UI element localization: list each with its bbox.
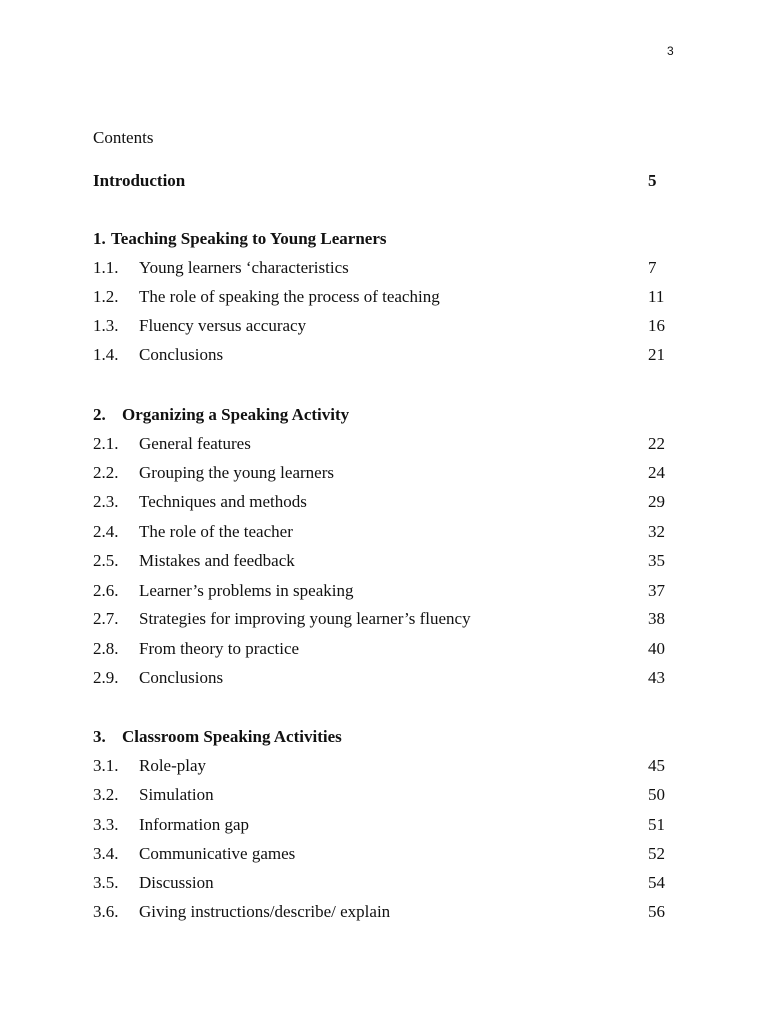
toc-entry-page: 32 <box>648 522 665 541</box>
toc-entry <box>93 608 673 630</box>
toc-entry <box>93 344 673 366</box>
toc-section-title: Organizing a Speaking Activity <box>122 405 350 424</box>
toc-entry-number: 3.5. <box>93 873 119 892</box>
toc-entry <box>93 315 673 337</box>
toc-entry <box>93 462 673 484</box>
toc-entry-title: Learner’s problems in speaking <box>139 581 354 600</box>
toc-entry-page: 5 <box>648 171 657 190</box>
toc-entry <box>93 286 673 308</box>
toc-entry-page: 21 <box>648 345 665 364</box>
toc-entry-number: 2.8. <box>93 639 119 658</box>
toc-entry-title: Introduction <box>93 171 186 190</box>
toc-entry-title: Mistakes and feedback <box>139 551 295 570</box>
toc-entry-page: 38 <box>648 609 665 628</box>
toc-entry-page: 35 <box>648 551 665 570</box>
toc-entry-title: Grouping the young learners <box>139 463 334 482</box>
toc-section-number: 3. <box>93 727 106 746</box>
toc-section-heading <box>93 228 673 250</box>
toc-entry <box>93 550 673 572</box>
toc-section-number: 2. <box>93 405 106 424</box>
toc-entry-page: 7 <box>648 258 657 277</box>
toc-introduction <box>93 170 673 192</box>
toc-entry-page: 50 <box>648 785 665 804</box>
toc-entry-title: Information gap <box>139 815 249 834</box>
toc-entry <box>93 580 673 602</box>
toc-entry-title: Simulation <box>139 785 214 804</box>
toc-entry-title: The role of speaking the process of teaching <box>139 287 440 306</box>
toc-entry-title: Young learners ‘characteristics <box>139 258 349 277</box>
toc-section-title: Teaching Speaking to Young Learners <box>111 229 387 248</box>
toc-entry <box>93 755 673 777</box>
toc-entry-title: Conclusions <box>139 345 224 364</box>
toc-entry <box>93 872 673 894</box>
toc-entry <box>93 843 673 865</box>
toc-entry-page: 52 <box>648 844 665 863</box>
toc-entry-number: 3.2. <box>93 785 119 804</box>
toc-entry-title: Role-play <box>139 756 207 775</box>
toc-entry-number: 1.1. <box>93 258 119 277</box>
toc-entry-page: 54 <box>648 873 665 892</box>
toc-entry-number: 1.2. <box>93 287 119 306</box>
toc-entry-title: From theory to practice <box>139 639 300 658</box>
toc-section-number: 1. <box>93 229 106 248</box>
toc-entry-title: Discussion <box>139 873 214 892</box>
toc-entry <box>93 257 673 279</box>
toc-entry <box>93 491 673 513</box>
toc-entry-number: 3.1. <box>93 756 119 775</box>
toc-entry-title: Conclusions <box>139 668 224 687</box>
toc-entry-page: 43 <box>648 668 665 687</box>
toc-entry-title: Fluency versus accuracy <box>139 316 307 335</box>
toc-entry-page: 24 <box>648 463 665 482</box>
toc-entry-number: 2.6. <box>93 581 119 600</box>
toc-entry-page: 51 <box>648 815 665 834</box>
toc-entry <box>93 901 673 923</box>
toc-entry-page: 16 <box>648 316 665 335</box>
toc-entry-number: 2.1. <box>93 434 119 453</box>
toc-entry-number: 2.5. <box>93 551 119 570</box>
toc-entry-number: 1.4. <box>93 345 119 364</box>
toc-entry-number: 3.6. <box>93 902 119 921</box>
toc-entry <box>93 814 673 836</box>
toc-entry-page: 45 <box>648 756 665 775</box>
toc-entry-number: 2.3. <box>93 492 119 511</box>
toc-entry-number: 1.3. <box>93 316 119 335</box>
toc-entry-page: 11 <box>648 287 665 306</box>
toc-entry-number: 2.4. <box>93 522 119 541</box>
toc-entry-page: 37 <box>648 581 665 600</box>
toc-entry-title: Giving instructions/describe/ explain <box>139 902 391 921</box>
toc-entry <box>93 433 673 455</box>
toc-entry-number: 2.7. <box>93 609 119 628</box>
toc-entry-number: 2.9. <box>93 668 119 687</box>
toc-entry-title: General features <box>139 434 251 453</box>
toc-entry <box>93 521 673 543</box>
page-number: 3 <box>667 44 674 58</box>
toc-entry-page: 22 <box>648 434 665 453</box>
toc-entry <box>93 667 673 689</box>
toc-entry-title: Strategies for improving young learner’s fluency <box>139 609 471 628</box>
toc-entry-number: 3.4. <box>93 844 119 863</box>
toc-entry-title: The role of the teacher <box>139 522 293 541</box>
toc-entry <box>93 638 673 660</box>
toc-entry <box>93 784 673 806</box>
toc-section-heading <box>93 726 673 748</box>
contents-heading: Contents <box>93 128 154 147</box>
toc-entry-number: 3.3. <box>93 815 119 834</box>
toc-section-heading <box>93 404 673 426</box>
toc-entry-number: 2.2. <box>93 463 119 482</box>
toc-entry-page: 29 <box>648 492 665 511</box>
toc-entry-page: 40 <box>648 639 665 658</box>
toc-entry-page: 56 <box>648 902 665 921</box>
toc-entry-title: Techniques and methods <box>139 492 307 511</box>
toc-entry-title: Communicative games <box>139 844 296 863</box>
toc-section-title: Classroom Speaking Activities <box>122 727 342 746</box>
